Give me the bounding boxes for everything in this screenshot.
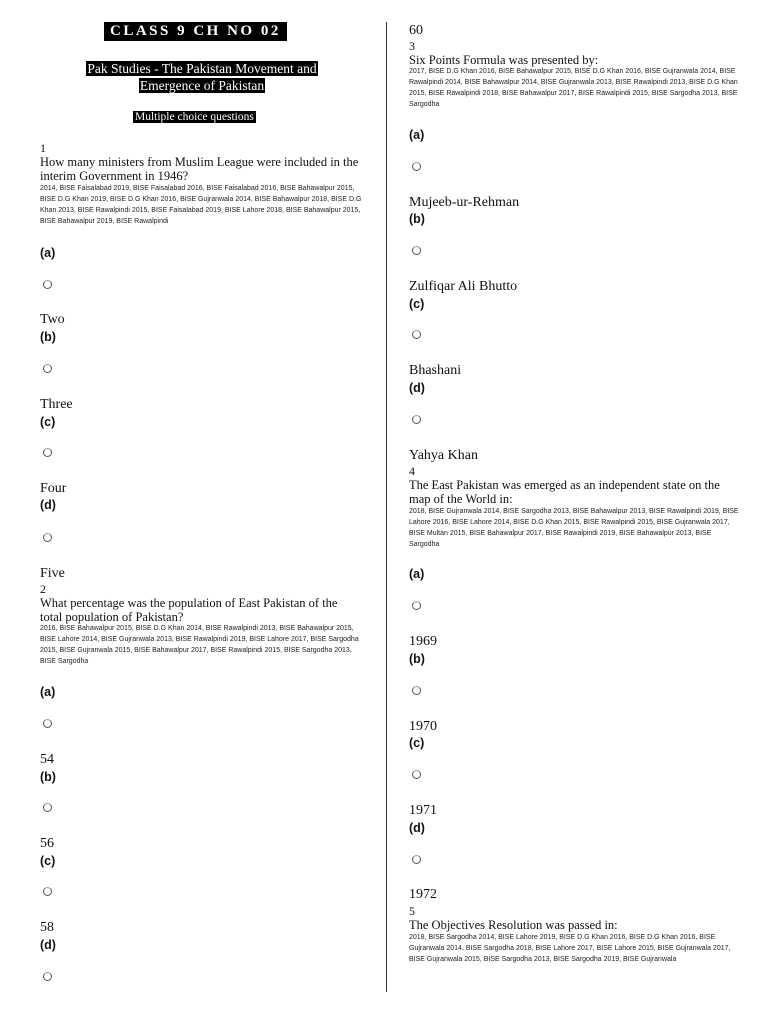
option-label: (a): [40, 246, 56, 260]
option-text: 1971: [409, 803, 437, 818]
radio-button[interactable]: [412, 686, 421, 695]
column-divider: [386, 22, 387, 992]
question-text: The Objectives Resolution was passed in:: [409, 918, 618, 932]
question-text: What percentage was the population of East Pakistan of the total population of Pakistan?: [40, 596, 338, 624]
option-text: Two: [40, 312, 65, 327]
board-references: 2018, BISE Sargodha 2014, BISE Lahore 2019, BISE D.G Khan 2016, BISE D.G Khan 2016, BISE Gujranwala 2014, BISE Sargodha 2018, BISE Lahore 2017, BISE Lahore 2015, BISE Gujranwala 2017, BISE Gujranwala 2015, BISE Sargodha 2013, BISE Sargodha 2019, BISE Gujranwala: [409, 934, 731, 963]
option-label: (b): [409, 212, 425, 226]
radio-button[interactable]: [412, 246, 421, 255]
option-text: Five: [40, 566, 65, 581]
chapter-subtitle: Pak Studies - The Pakistan Movement and Emergence of Pakistan: [87, 61, 317, 93]
question-text: How many ministers from Muslim League were included in the interim Government in 1946?: [40, 155, 359, 183]
board-references: 2016, BISE Bahawalpur 2015, BISE D.G Khan 2014, BISE Rawalpindi 2013, BISE Bahawalpur 2015, BISE Lahore 2014, BISE Gujranwala 2013, BISE Rawalpindi 2019, BISE Lahore 2017, BISE Sargodha 2015, BISE Gujranwala 2015, BISE Bahawalpur 2017, BISE Rawalpindi 2015, BISE Sargodha 2013, BISE Sargodha: [40, 625, 359, 665]
radio-button[interactable]: [43, 719, 52, 728]
question-text: Six Points Formula was presented by:: [409, 53, 599, 67]
option-text: Yahya Khan: [409, 448, 478, 463]
radio-button[interactable]: [43, 280, 52, 289]
board-references: 2014, BISE Faisalabad 2019, BISE Faisalabad 2016, BISE Faisalabad 2016, BISE Bahawalpur 2015, BISE D.G Khan 2019, BISE D.G Khan 2016, BISE Gujranwala 2014, BISE Bahawalpur 2018, BISE D.G Khan 2013, BISE Rawalpindi 2015, BISE Faisalabad 2019, BISE Lahore 2018, BISE Bahawalpur 2015, BISE Bahawalpur 2019, BISE Rawalpindi: [40, 185, 362, 225]
option-text: Bhashani: [409, 363, 462, 378]
option-text: 56: [40, 836, 54, 851]
radio-button[interactable]: [412, 330, 421, 339]
option-label: (a): [409, 567, 425, 581]
option-label: (c): [409, 297, 425, 311]
radio-button[interactable]: [43, 972, 52, 981]
question-text: The East Pakistan was emerged as an independent state on the map of the World in:: [409, 478, 720, 506]
radio-button[interactable]: [43, 803, 52, 812]
option-label: (d): [40, 938, 56, 952]
option-label: (c): [409, 736, 425, 750]
option-text: Three: [40, 397, 73, 412]
section-label: Multiple choice questions: [135, 111, 254, 123]
option-text: 54: [40, 752, 54, 767]
option-text: Mujeeb-ur-Rehman: [409, 195, 520, 210]
option-text: 1969: [409, 634, 437, 649]
radio-button[interactable]: [412, 415, 421, 424]
option-text: 1972: [409, 887, 437, 902]
question-number: 4: [409, 464, 415, 478]
option-text: 1970: [409, 719, 437, 734]
option-label: (a): [40, 685, 56, 699]
question-number: 5: [409, 904, 415, 918]
page-title: CLASS 9 CH NO 02: [104, 22, 287, 41]
option-text: 60: [409, 23, 423, 38]
radio-button[interactable]: [43, 448, 52, 457]
board-references: 2017, BISE D.G Khan 2016, BISE Bahawalpur 2015, BISE D.G Khan 2016, BISE Gujranwala 2014, BISE Rawalpindi 2014, BISE Bahawalpur 2014, BISE Gujranwala 2013, BISE Rawalpindi 2013, BISE D.G Khan 2015, BISE Rawalpindi 2018, BISE Bahawalpur 2017, BISE Rawalpindi 2015, BISE Sargodha 2013, BISE Sargodha: [409, 68, 738, 108]
option-label: (c): [40, 854, 56, 868]
radio-button[interactable]: [412, 162, 421, 171]
option-label: (d): [409, 821, 425, 835]
option-label: (c): [40, 415, 56, 429]
question-number: 2: [40, 582, 46, 596]
option-label: (b): [40, 330, 56, 344]
radio-button[interactable]: [43, 533, 52, 542]
option-text: Zulfiqar Ali Bhutto: [409, 279, 518, 294]
board-references: 2018, BISE Gujranwala 2014, BISE Sargodha 2013, BISE Bahawalpur 2013, BISE Rawalpindi 2019, BISE Lahore 2016, BISE Lahore 2014, BISE D.G Khan 2015, BISE Rawalpindi 2015, BISE Gujranwala 2017, BISE Multan 2015, BISE Bahawalpur 2017, BISE Rawalpindi 2019, BISE Bahawalpur 2013, BISE Sargodha: [409, 508, 739, 548]
option-text: Four: [40, 481, 67, 496]
radio-button[interactable]: [43, 364, 52, 373]
radio-button[interactable]: [412, 770, 421, 779]
question-number: 3: [409, 39, 415, 53]
question-number: 1: [40, 141, 46, 155]
option-label: (b): [409, 652, 425, 666]
option-label: (d): [409, 381, 425, 395]
option-label: (d): [40, 498, 56, 512]
option-text: 58: [40, 920, 54, 935]
radio-button[interactable]: [412, 601, 421, 610]
option-label: (b): [40, 770, 56, 784]
option-label: (a): [409, 128, 425, 142]
radio-button[interactable]: [412, 855, 421, 864]
radio-button[interactable]: [43, 887, 52, 896]
